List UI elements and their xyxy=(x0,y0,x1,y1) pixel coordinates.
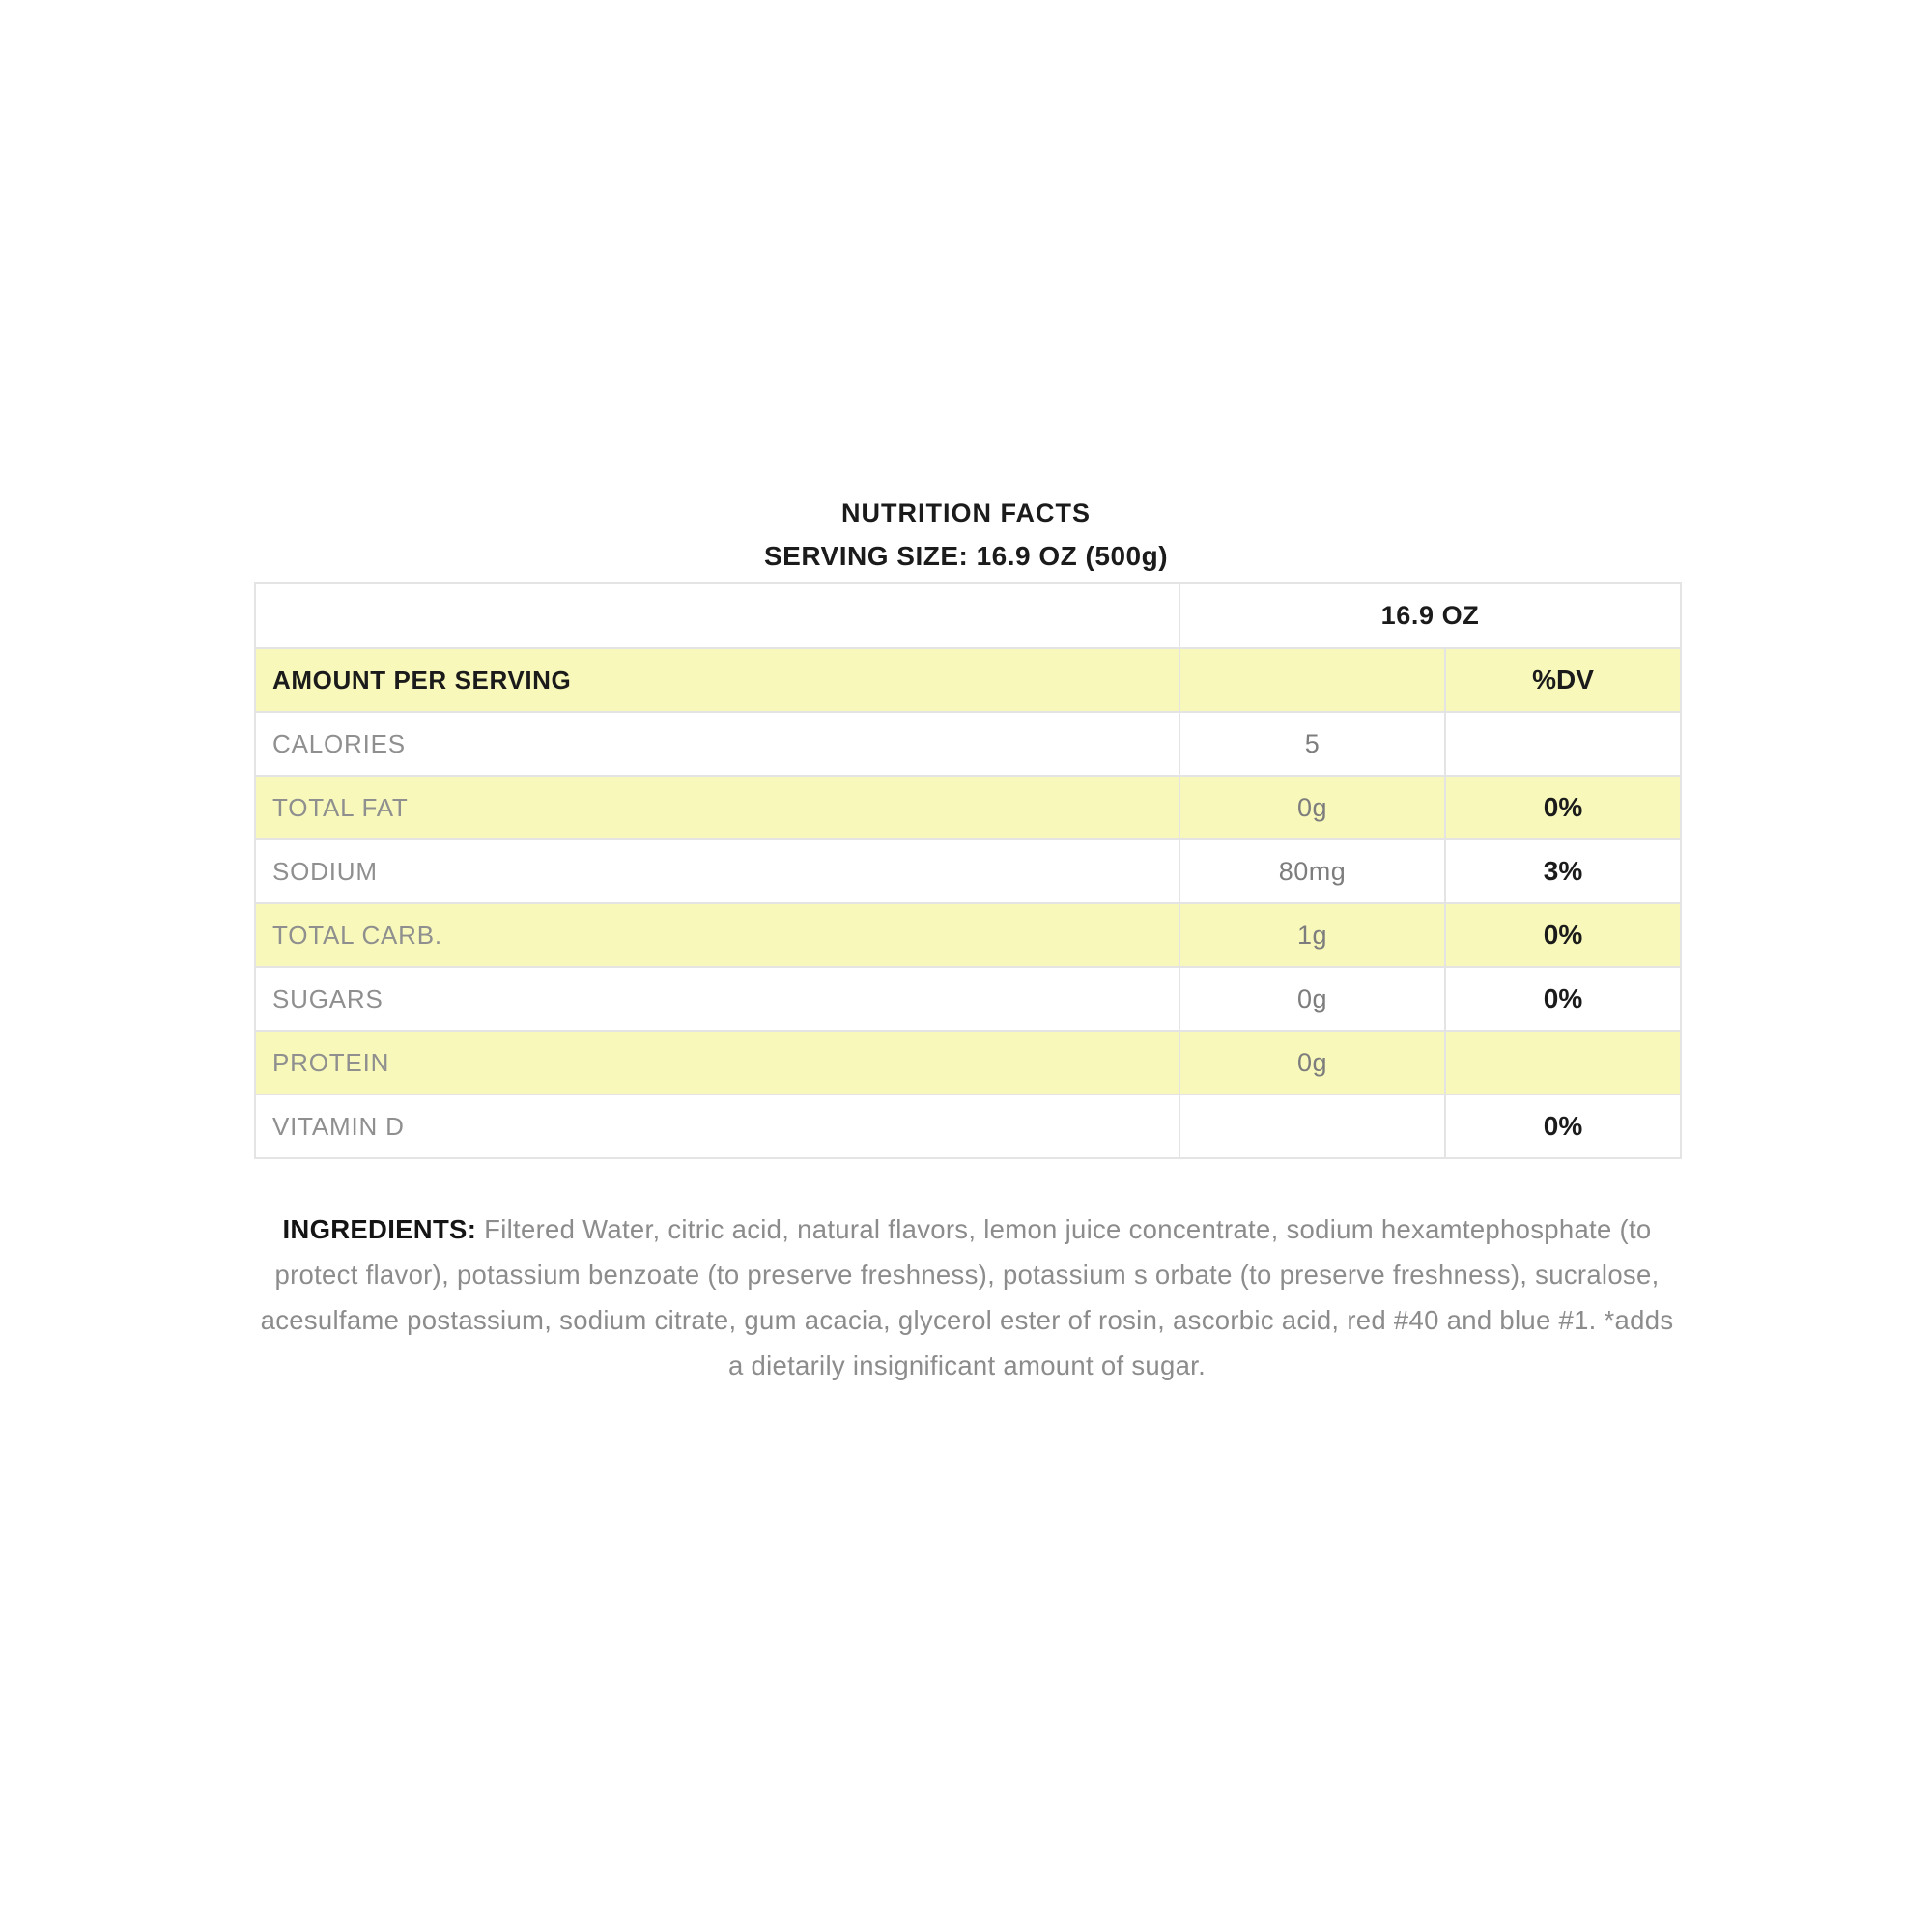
page-title: NUTRITION FACTS xyxy=(841,498,1091,527)
nutrient-dv: 0% xyxy=(1445,903,1681,967)
nutrient-label: TOTAL FAT xyxy=(255,776,1179,839)
nutrient-dv xyxy=(1445,1031,1681,1094)
table-row-protein xyxy=(255,1031,1681,1094)
nutrient-value xyxy=(1179,1094,1445,1158)
ingredients-text: Filtered Water, citric acid, natural flavors, lemon juice concentrate, sodium hexamtephosphate (to protect flavor), potassium benzoate (to preserve freshness), potassium s orbate (to preserve freshness), sucralose, acesulfame postassium, sodium citrate, gum acacia, glycerol ester of rosin, ascorbic acid, red #40 and blue #1. *adds a dietarily insignificant amount of sugar. xyxy=(260,1214,1674,1380)
size-column-header: 16.9 OZ xyxy=(1179,583,1681,648)
nutrient-dv: 0% xyxy=(1445,776,1681,839)
nutrient-label: PROTEIN xyxy=(255,1031,1179,1094)
ingredients-label: INGREDIENTS: xyxy=(282,1214,477,1244)
nutrient-value: 5 xyxy=(1179,712,1445,776)
ingredients-paragraph xyxy=(249,1207,1685,1388)
nutrient-dv: 0% xyxy=(1445,1094,1681,1158)
nutrient-label: SODIUM xyxy=(255,839,1179,903)
nutrient-value: 0g xyxy=(1179,776,1445,839)
nutrient-value: 0g xyxy=(1179,967,1445,1031)
nutrient-dv: 0% xyxy=(1445,967,1681,1031)
table-row-total-carb xyxy=(255,903,1681,967)
dv-column-header: %DV xyxy=(1445,648,1681,712)
nutrient-label: VITAMIN D xyxy=(255,1094,1179,1158)
nutrient-value: 0g xyxy=(1179,1031,1445,1094)
table-row-total-fat xyxy=(255,776,1681,839)
table-row-sugars xyxy=(255,967,1681,1031)
table-row-sodium xyxy=(255,839,1681,903)
nutrition-facts-table xyxy=(254,582,1682,1159)
serving-size-subtitle: SERVING SIZE: 16.9 OZ (500g) xyxy=(763,541,1169,571)
nutrient-value: 80mg xyxy=(1179,839,1445,903)
nutrient-dv xyxy=(1445,712,1681,776)
table-row-size-header xyxy=(255,583,1681,648)
table-row-calories xyxy=(255,712,1681,776)
nutrient-value: 1g xyxy=(1179,903,1445,967)
nutrient-label: CALORIES xyxy=(255,712,1179,776)
empty-cell xyxy=(255,583,1179,648)
table-row-amount-header xyxy=(255,648,1681,712)
table-row-vitamin-d xyxy=(255,1094,1681,1158)
nutrient-dv: 3% xyxy=(1445,839,1681,903)
nutrient-label: TOTAL CARB. xyxy=(255,903,1179,967)
empty-cell xyxy=(1179,648,1445,712)
amount-per-serving-header: AMOUNT PER SERVING xyxy=(255,648,1179,712)
nutrient-label: SUGARS xyxy=(255,967,1179,1031)
